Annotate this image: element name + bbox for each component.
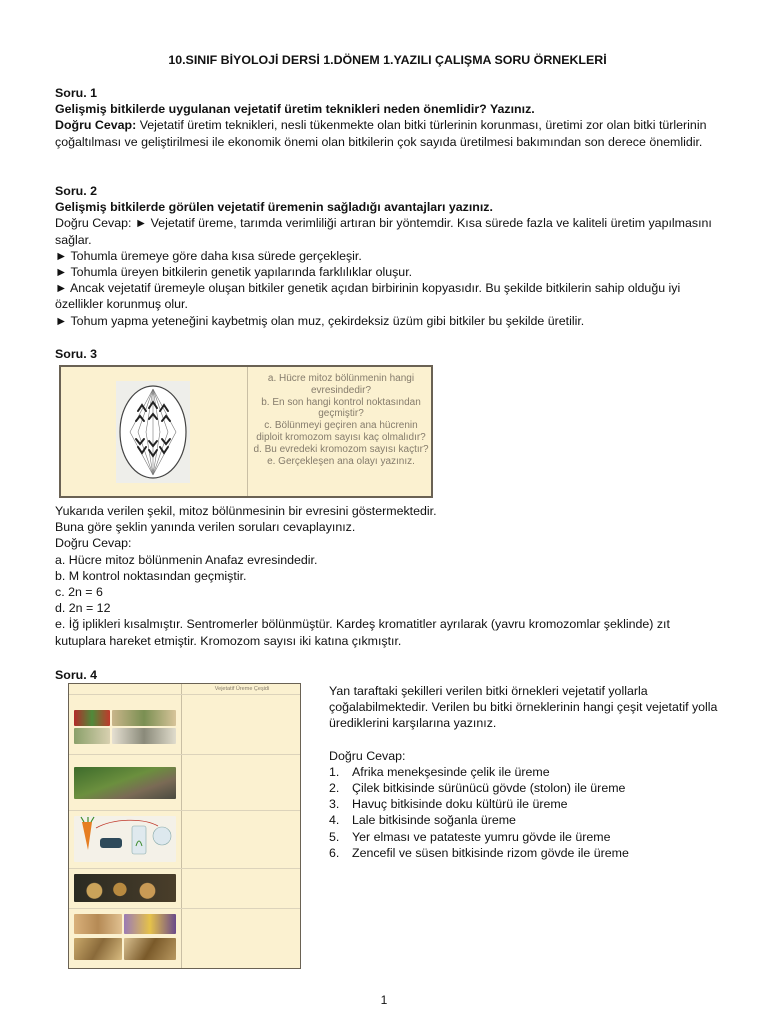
question-3-text [55,503,720,649]
table-column-divider [181,684,182,968]
table-row-divider [69,868,300,869]
bullet-item: ► Tohumla üremeye göre daha kısa sürede gerçekleşir. [55,248,362,263]
leaf-cutting-photo [112,710,176,726]
question-4-intro: Yan taraftaki şekilleri verilen bitki örnekleri vejetatif yollarla çoğalabilmektedir. Verilen bu bitki örneklerinin hangi çeşit vejetatif yolla ürediklerini karşılarına yazınız. [329,684,718,731]
text-line: c. 2n = 6 [55,585,103,600]
answer-text: Zencefil ve süsen bitkisinde rizom gövde ile üreme [352,845,629,860]
figure-questions [253,373,429,467]
table-row-divider [69,810,300,811]
answer-text: Vejetatif üretim teknikleri, nesli tükenmekte olan bitki türlerinin korunması, üretimi zor olan bitki türlerinin çoğaltılması ve geliştirilmesi ile ekonomik önemi olan bitkilerin çok sayıda üretilmesi bakımından son derece önemlidir. [55,118,707,149]
answer-list [329,764,729,861]
figure-question: b. En son hangi kontrol noktasından geçmiştir? [261,396,421,420]
tissue-culture-diagram [74,816,176,862]
table-header: Vejetatif Üreme Çeşidi [214,686,270,692]
bullet-item: ► Ancak vejetatif üremeyle oluşan bitkiler genetik açıdan birbirinin kopyasıdır. Bu şekilde bitkilerin sahip olduğu iyi özellikler korunmuş olur. [55,281,681,312]
question-2-text: Gelişmiş bitkilerde görülen vejetatif üremenin sağladığı avantajları yazınız. [55,200,493,215]
answer-number: 6. [329,845,340,860]
question-4-text [329,683,729,861]
strawberry-stolon-photo [74,767,176,799]
iris-flower-photo [124,914,176,934]
table-row-divider [69,754,300,755]
question-3-label-wrap [55,346,720,362]
question-2-answer: Doğru Cevap: ► Vejetatif üreme, tarımda verimliliği artıran bir yöntemdir. Kısa sürede fazla ve kaliteli üretim yapılmasını sağlar. [55,216,712,247]
answer-item [329,845,729,861]
figure-question: a. Hücre mitoz bölünmenin hangi evresindedir? [267,373,415,396]
blank-line [329,732,729,748]
answer-number: 1. [329,764,340,779]
page-number: 1 [380,993,388,1007]
anaphase-cell-icon [116,381,190,483]
answer-item [329,780,729,796]
text-line: Doğru Cevap: [55,536,132,551]
answer-number: 2. [329,781,340,796]
question-2 [55,183,720,329]
figure-divider [247,367,248,496]
answer-label: Doğru Cevap: [55,118,137,133]
question-1 [55,85,720,150]
potted-cuttings-photo [112,728,176,744]
answer-text: Afrika menekşesinde çelik ile üreme [352,764,550,779]
figure-question: d. Bu evredeki kromozom sayısı kaçtır? [253,443,429,455]
table-row-divider [69,694,300,695]
table-row-divider [69,908,300,909]
text-line: a. Hücre mitoz bölünmenin Anafaz evresindedir. [55,552,318,567]
text-line: Buna göre şeklin yanında verilen soruları cevaplayınız. [55,520,356,535]
question-4-label-wrap [55,667,720,683]
violet-leaf-photo [74,710,110,726]
bullet-item: ► Tohumla üreyen bitkilerin genetik yapılarında farklılıklar oluşur. [55,265,413,280]
question-2-label: Soru. 2 [55,184,97,198]
question-4-label: Soru. 4 [55,668,97,682]
potato-tuber-photo [74,914,122,934]
text-line: d. 2n = 12 [55,601,111,616]
answer-item [329,812,729,828]
vegetative-table-figure [68,683,301,969]
figure-question: e. Gerçekleşen ana olayı yazınız. [267,455,415,467]
mitosis-cell-image [116,381,190,483]
answer-label: Doğru Cevap: [329,748,406,763]
question-1-text: Gelişmiş bitkilerde uygulanan vejetatif üretim teknikleri neden önemlidir? Yazınız. [55,102,535,117]
document-title: 10.SINIF BİYOLOJİ DERSİ 1.DÖNEM 1.YAZILI ÇALIŞMA SORU ÖRNEKLERİ [168,53,607,67]
cutting-pot-photo [74,728,110,744]
answer-item [329,796,729,812]
carrot-culture-icon [74,816,176,862]
answer-number: 5. [329,829,340,844]
text-line: Yukarıda verilen şekil, mitoz bölünmesinin bir evresini göstermektedir. [55,504,437,518]
answer-item [329,829,729,845]
answer-number: 4. [329,813,340,828]
tulip-bulb-photo [74,874,176,902]
question-1-label: Soru. 1 [55,86,97,100]
answer-text: Lale bitkisinde soğanla üreme [352,813,516,828]
ginger-rhizome-photo [74,938,122,960]
answer-item [329,764,729,780]
bullet-item: ► Tohum yapma yeteneğini kaybetmiş olan muz, çekirdeksiz üzüm gibi bitkiler bu şekilde üretilir. [55,313,585,328]
answer-text: Havuç bitkisinde doku kültürü ile üreme [352,797,568,812]
question-1-answer [55,117,720,149]
rhizome-root-photo [124,938,176,960]
answer-text: Çilek bitkisinde sürünücü gövde (stolon) ile üreme [352,781,626,796]
text-line: e. İğ iplikleri kısalmıştır. Sentromerler bölünmüştür. Kardeş kromatitler ayrılarak (yavru kromozomlar şeklinde) zıt kutuplara hareket etmiştir. Kromozom sayısı iki katına çıkmıştır. [55,617,670,648]
answer-number: 3. [329,797,340,812]
figure-question: c. Bölünmeyi geçiren ana hücrenin diploit kromozom sayısı kaç olmalıdır? [256,420,426,443]
mitosis-figure-box [59,365,433,498]
text-line: b. M kontrol noktasından geçmiştir. [55,568,247,583]
answer-text: Yer elması ve patateste yumru gövde ile üreme [352,829,611,844]
question-3-label: Soru. 3 [55,347,97,361]
